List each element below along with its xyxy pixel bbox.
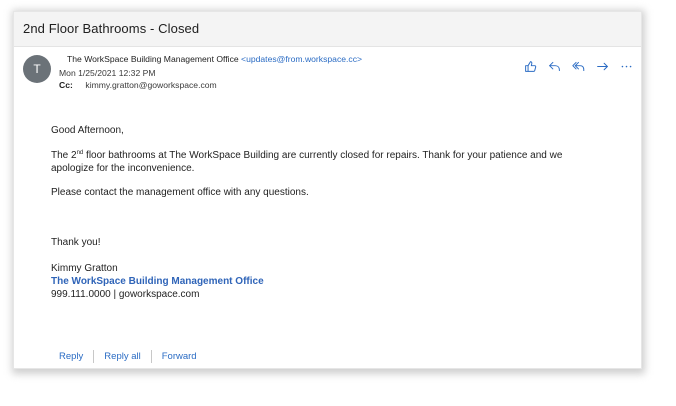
signature-org: The WorkSpace Building Management Office (51, 276, 264, 287)
reply-all-button[interactable]: Reply all (104, 351, 141, 362)
email-subject: 2nd Floor Bathrooms - Closed (23, 21, 200, 36)
cc-line (59, 80, 217, 90)
body-paragraph-2: Please contact the management office with any questions. (51, 187, 309, 198)
cc-recipient[interactable]: kimmy.gratton@goworkspace.com (85, 80, 217, 90)
body-paragraph-1 (51, 149, 591, 175)
signature-contact: 999.111.0000 | goworkspace.com (51, 289, 200, 300)
sender-line (67, 54, 362, 64)
para1-prefix: The 2 (51, 150, 77, 161)
para1-rest: floor bathrooms at The WorkSpace Building are currently closed for repairs. Thank for your patience and we apologize for the inconvenience. (51, 150, 563, 174)
forward-icon[interactable] (593, 59, 611, 73)
cc-label: Cc: (59, 80, 73, 90)
like-icon[interactable] (521, 59, 539, 73)
para1-superscript: nd (76, 150, 84, 156)
message-actions (521, 59, 635, 73)
sender-avatar[interactable]: T (23, 55, 51, 83)
forward-button[interactable]: Forward (161, 351, 197, 362)
signature (51, 262, 264, 301)
closing-thanks: Thank you! (51, 237, 101, 248)
email-reading-pane (13, 11, 642, 369)
signature-name: Kimmy Gratton (51, 263, 118, 274)
email-date: Mon 1/25/2021 12:32 PM (59, 68, 156, 78)
more-icon[interactable] (617, 59, 635, 73)
reply-button[interactable]: Reply (59, 351, 84, 362)
sender-name[interactable]: The WorkSpace Building Management Office (67, 54, 239, 64)
greeting: Good Afternoon, (51, 125, 124, 136)
footer-actions (49, 350, 207, 363)
reply-all-icon[interactable] (569, 59, 587, 73)
subject-bar (14, 12, 641, 47)
reply-icon[interactable] (545, 59, 563, 73)
sender-email[interactable]: <updates@from.workspace.cc> (241, 54, 363, 64)
